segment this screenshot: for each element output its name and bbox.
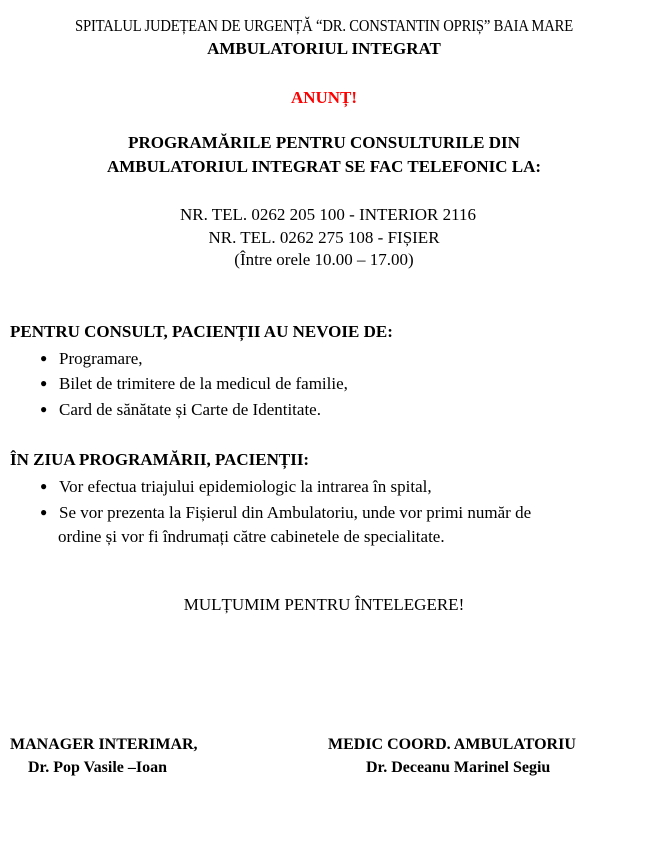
appointment-day-heading: ÎN ZIUA PROGRAMĂRII, PACIENȚII: [10,450,310,469]
manager-title: MANAGER INTERIMAR, [10,736,198,753]
list-item [40,477,432,497]
list-item-text: Programare, [59,349,143,368]
bullet-icon: ● [40,351,48,365]
list-item-continuation: ordine și vor fi îndrumați către cabinetele de specialitate. [58,527,445,546]
coordinator-title: MEDIC COORD. AMBULATORIU [328,736,576,753]
requirements-heading: PENTRU CONSULT, PACIENȚII AU NEVOIE DE: [10,322,393,341]
bullet-icon: ● [40,505,48,519]
phone-2: NR. TEL. 0262 275 108 - FIȘIER [208,228,440,247]
bullet-icon: ● [40,479,48,493]
notice-title: ANUNȚ! [290,88,358,107]
coordinator-name: Dr. Deceanu Marinel Segiu [366,759,551,776]
intro-line-2: AMBULATORIUL INTEGRAT SE FAC TELEFONIC LA: [106,157,542,176]
list-item-text: Se vor prezenta la Fișierul din Ambulatoriu, unde vor primi număr de [59,503,532,522]
office-hours: (Între orele 10.00 – 17.00) [234,250,414,269]
list-item [40,400,321,420]
bullet-icon: ● [40,402,48,416]
list-item-text: Bilet de trimitere de la medicul de familie, [59,374,348,393]
list-item [40,503,531,523]
department-title: AMBULATORIUL INTEGRAT [207,39,441,58]
list-item-text: Card de sănătate și Carte de Identitate. [59,400,321,419]
bullet-icon: ● [40,376,48,390]
phone-1: NR. TEL. 0262 205 100 - INTERIOR 2116 [179,205,477,224]
closing-message: MULȚUMIM PENTRU ÎNTELEGERE! [183,595,465,614]
manager-name: Dr. Pop Vasile –Ioan [28,759,167,776]
list-item-text: Vor efectua triajului epidemiologic la intrarea în spital, [59,477,432,496]
hospital-name: SPITALUL JUDEȚEAN DE URGENȚĂ “DR. CONSTANTIN OPRIȘ” BAIA MARE [75,16,573,35]
list-item [40,374,348,394]
list-item [40,349,143,369]
intro-line-1: PROGRAMĂRILE PENTRU CONSULTURILE DIN [128,133,520,152]
